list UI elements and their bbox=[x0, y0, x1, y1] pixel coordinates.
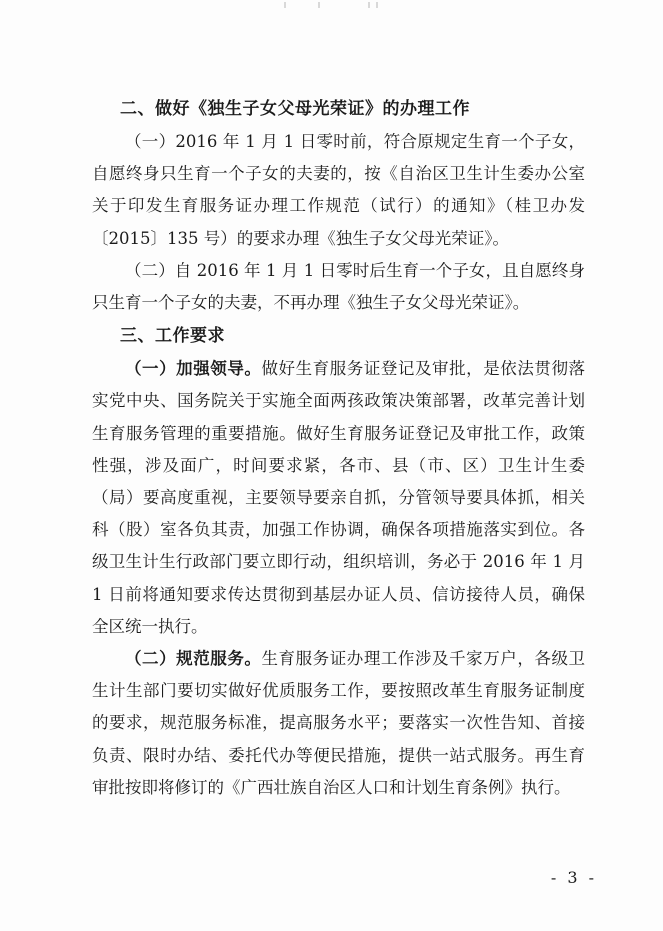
paragraph-3-1 bbox=[92, 353, 585, 643]
section-heading-2: 二、做好《独生子女父母光荣证》的办理工作 bbox=[120, 99, 470, 119]
paragraph-2-2: （二）自 2016 年 1 月 1 日零时后生育一个子女，且自愿终身只生育一个子女的夫妻，不再办理《独生子女父母光荣证》。 bbox=[92, 260, 585, 313]
paragraph-3-2-body: 生育服务证办理工作涉及千家万户，各级卫生计生部门要切实做好优质服务工作，要按照改革生育服务证制度的要求，规范服务标准，提高服务水平；要落实一次性告知、首接负责、限时办结、委托代办等便民措施，提供一站式服务。再生育审批按即将修订的《广西壮族自治区人口和计划生育条例》执行。 bbox=[92, 649, 586, 797]
section-heading-3: 三、工作要求 bbox=[120, 326, 225, 347]
paragraph-3-2 bbox=[92, 643, 585, 804]
paragraph-2-1: （一）2016 年 1 月 1 日零时前，符合原规定生育一个子女，自愿终身只生育一个子女的夫妻的，按《自治区卫生计生委办公室关于印发生育服务证办理工作规范（试行）的通知》（桂卫办发〔2015〕135 号）的要求办理《独生子女父母光荣证》。 bbox=[92, 132, 585, 248]
paragraph-3-1-body: 做好生育服务证登记及审批，是依法贯彻落实党中央、国务院关于实施全面两孩政策决策部署，改革完善计划生育服务管理的重要措施。做好生育服务证登记及审批工作，政策性强，涉及面广，时间要求紧，各市、县（市、区）卫生计生委（局）要高度重视，主要领导要亲自抓，分管领导要具体抓，相关科（股）室各负其责，加强工作协调，确保各项措施落实到位。各级卫生计生行政部门要立即行动，组织培训，务必于 2016 年 1 月 1 日前将通知要求传达贯彻到基层办证人员、信访接待人员，确保全区统一执行。 bbox=[92, 359, 586, 636]
page-number: - 3 - bbox=[550, 868, 597, 887]
paragraph-3-2-lead: （二）规范服务。 bbox=[125, 649, 262, 669]
document-body bbox=[92, 92, 586, 804]
paragraph-3-1-lead: （一）加强领导。 bbox=[125, 359, 262, 379]
scan-artifact bbox=[280, 0, 400, 12]
